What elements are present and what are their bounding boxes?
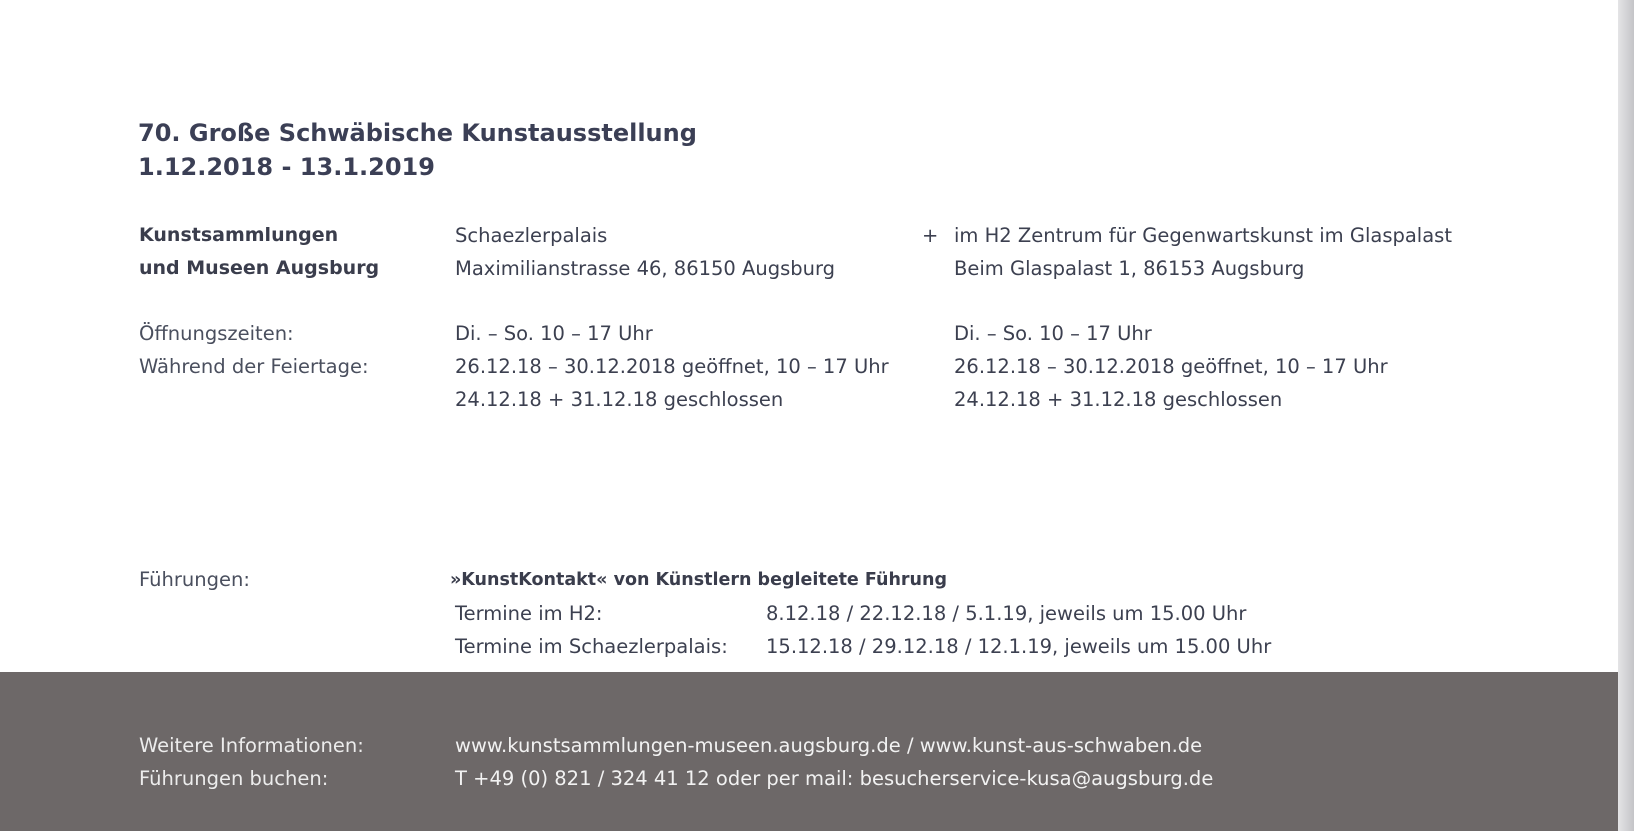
exhibition-title: 70. Große Schwäbische Kunstausstellung (138, 119, 697, 147)
info-links: www.kunstsammlungen-museen.augsburg.de / www.kunst-aus-schwaben.de (455, 734, 1203, 757)
tour-row-schaezler-label: Termine im Schaezlerpalais: (455, 635, 728, 658)
venue2-holiday-closed: 24.12.18 + 31.12.18 geschlossen (954, 388, 1283, 411)
venue2-plus: + (922, 224, 939, 247)
venue1-hours: Di. – So. 10 – 17 Uhr (455, 322, 653, 345)
tours-heading: »KunstKontakt« von Künstlern begleitete Führung (450, 570, 947, 590)
booking-label: Führungen buchen: (139, 767, 329, 790)
booking-contact: T +49 (0) 821 / 324 41 12 oder per mail: besucherservice-kusa@augsburg.de (455, 767, 1214, 790)
tours-label: Führungen: (139, 568, 250, 591)
holidays-label: Während der Feiertage: (139, 355, 369, 378)
footer-band (0, 672, 1618, 831)
tour-row-h2-dates: 8.12.18 / 22.12.18 / 5.1.19, jeweils um 15.00 Uhr (766, 602, 1247, 625)
opening-hours-label: Öffnungszeiten: (139, 322, 294, 345)
exhibition-dates: 1.12.2018 - 13.1.2019 (138, 153, 435, 181)
organizer-line-1: Kunstsammlungen (139, 224, 339, 246)
venue2-name: im H2 Zentrum für Gegenwartskunst im Glaspalast (954, 224, 1452, 247)
venue1-holiday-open: 26.12.18 – 30.12.2018 geöffnet, 10 – 17 Uhr (455, 355, 889, 378)
venue2-address: Beim Glaspalast 1, 86153 Augsburg (954, 257, 1305, 280)
organizer-line-2: und Museen Augsburg (139, 257, 380, 279)
tour-row-h2-label: Termine im H2: (455, 602, 603, 625)
info-label: Weitere Informationen: (139, 734, 364, 757)
paper-edge (1618, 0, 1634, 831)
venue2-hours: Di. – So. 10 – 17 Uhr (954, 322, 1152, 345)
tour-row-schaezler-dates: 15.12.18 / 29.12.18 / 12.1.19, jeweils um 15.00 Uhr (766, 635, 1272, 658)
venue2-holiday-open: 26.12.18 – 30.12.2018 geöffnet, 10 – 17 Uhr (954, 355, 1388, 378)
venue1-holiday-closed: 24.12.18 + 31.12.18 geschlossen (455, 388, 784, 411)
venue1-address: Maximilianstrasse 46, 86150 Augsburg (455, 257, 836, 280)
venue1-name: Schaezlerpalais (455, 224, 608, 247)
